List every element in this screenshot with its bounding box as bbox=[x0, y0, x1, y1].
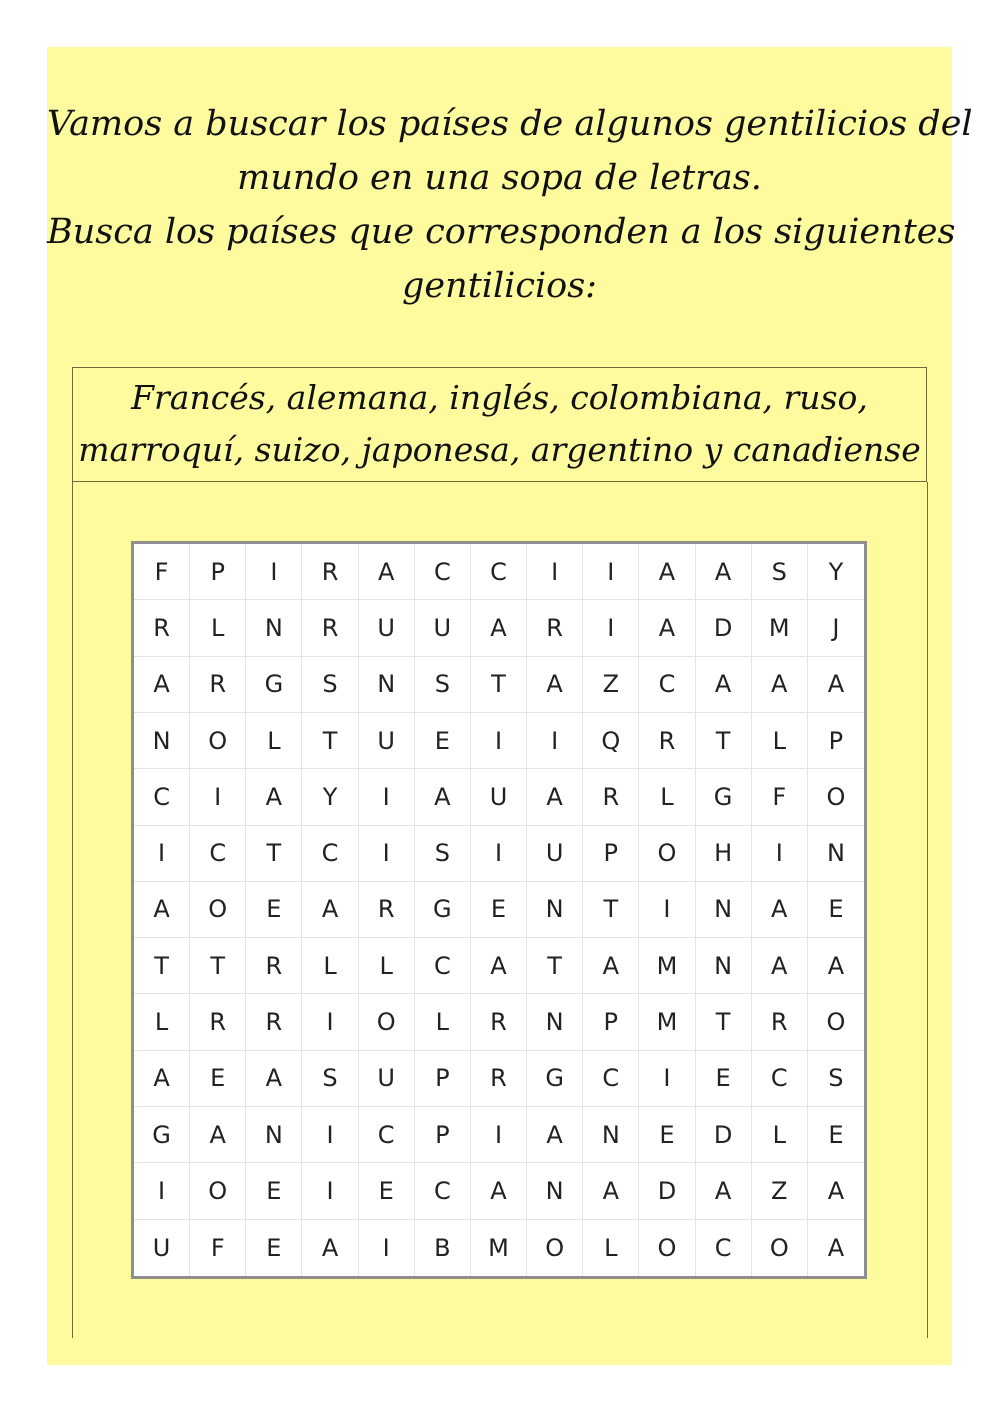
grid-cell[interactable]: S bbox=[752, 544, 808, 600]
grid-cell[interactable]: A bbox=[359, 544, 415, 600]
grid-cell[interactable]: A bbox=[302, 1220, 358, 1276]
grid-cell[interactable]: G bbox=[134, 1107, 190, 1163]
grid-cell[interactable]: O bbox=[359, 994, 415, 1050]
instructions-line-4: gentilicios: bbox=[402, 266, 597, 306]
grid-cell[interactable]: U bbox=[415, 600, 471, 656]
grid-cell[interactable]: U bbox=[359, 1051, 415, 1107]
grid-cell[interactable]: R bbox=[359, 882, 415, 938]
grid-cell[interactable]: R bbox=[527, 600, 583, 656]
grid-cell[interactable]: E bbox=[471, 882, 527, 938]
grid-cell[interactable]: I bbox=[302, 1107, 358, 1163]
grid-cell[interactable]: A bbox=[415, 769, 471, 825]
instructions-line-3: Busca los países que corresponden a los siguientes bbox=[47, 212, 956, 252]
grid-cell[interactable]: Z bbox=[752, 1163, 808, 1219]
grid-cell[interactable]: F bbox=[752, 769, 808, 825]
grid-cell[interactable]: P bbox=[808, 713, 864, 769]
worksheet-page bbox=[47, 47, 973, 1365]
grid-cell[interactable]: E bbox=[190, 1051, 246, 1107]
instructions-line-2: mundo en una sopa de letras. bbox=[237, 158, 762, 198]
grid-cell[interactable]: A bbox=[696, 657, 752, 713]
grid-cell[interactable]: G bbox=[415, 882, 471, 938]
grid-cell[interactable]: I bbox=[190, 769, 246, 825]
grid-cell[interactable]: T bbox=[696, 713, 752, 769]
grid-cell[interactable]: U bbox=[359, 713, 415, 769]
grid-cell[interactable]: I bbox=[359, 1220, 415, 1276]
grid-cell[interactable]: I bbox=[752, 826, 808, 882]
grid-cell[interactable]: A bbox=[752, 938, 808, 994]
grid-cell[interactable]: U bbox=[471, 769, 527, 825]
grid-cell[interactable]: R bbox=[752, 994, 808, 1050]
grid-cell[interactable]: A bbox=[808, 938, 864, 994]
grid-cell[interactable]: N bbox=[359, 657, 415, 713]
grid-cell[interactable]: I bbox=[471, 826, 527, 882]
grid-cell[interactable]: O bbox=[639, 1220, 695, 1276]
grid-cell[interactable]: N bbox=[808, 826, 864, 882]
grid-cell[interactable]: L bbox=[583, 1220, 639, 1276]
grid-cell[interactable]: A bbox=[639, 544, 695, 600]
grid-cell[interactable]: R bbox=[471, 1051, 527, 1107]
grid-cell[interactable]: A bbox=[808, 657, 864, 713]
grid-cell[interactable]: E bbox=[415, 713, 471, 769]
grid-cell[interactable]: I bbox=[639, 882, 695, 938]
grid-cell[interactable]: C bbox=[696, 1220, 752, 1276]
grid-cell[interactable]: R bbox=[639, 713, 695, 769]
grid-cell[interactable]: L bbox=[359, 938, 415, 994]
grid-cell[interactable]: Y bbox=[808, 544, 864, 600]
instructions-line-1: Vamos a buscar los países de algunos gentilicios del bbox=[47, 104, 973, 144]
grid-cell[interactable]: J bbox=[808, 600, 864, 656]
grid-cell[interactable]: N bbox=[696, 938, 752, 994]
grid-cell[interactable]: A bbox=[752, 882, 808, 938]
grid-cell[interactable]: A bbox=[808, 1163, 864, 1219]
grid-cell[interactable]: E bbox=[639, 1107, 695, 1163]
grid-cell[interactable]: E bbox=[808, 1107, 864, 1163]
grid-cell[interactable]: T bbox=[190, 938, 246, 994]
grid-cell[interactable]: P bbox=[583, 826, 639, 882]
grid-cell[interactable]: S bbox=[302, 1051, 358, 1107]
grid-cell[interactable]: P bbox=[190, 544, 246, 600]
instructions-text bbox=[47, 97, 973, 313]
grid-cell[interactable]: C bbox=[134, 769, 190, 825]
grid-cell[interactable]: S bbox=[415, 826, 471, 882]
grid-cell[interactable]: N bbox=[696, 882, 752, 938]
grid-cell[interactable]: L bbox=[302, 938, 358, 994]
grid-cell[interactable]: O bbox=[808, 769, 864, 825]
grid-cell[interactable]: I bbox=[583, 544, 639, 600]
grid-cell[interactable]: C bbox=[752, 1051, 808, 1107]
grid-cell[interactable]: A bbox=[471, 600, 527, 656]
grid-cell[interactable]: N bbox=[246, 1107, 302, 1163]
grid-cell[interactable]: O bbox=[639, 826, 695, 882]
grid-cell[interactable]: P bbox=[415, 1107, 471, 1163]
grid-cell[interactable]: A bbox=[134, 657, 190, 713]
grid-cell[interactable]: P bbox=[583, 994, 639, 1050]
grid-cell[interactable]: C bbox=[359, 1107, 415, 1163]
grid-cell[interactable]: N bbox=[527, 994, 583, 1050]
grid-cell[interactable]: C bbox=[415, 938, 471, 994]
grid-cell[interactable]: P bbox=[415, 1051, 471, 1107]
grid-cell[interactable]: M bbox=[639, 994, 695, 1050]
grid-cell[interactable]: M bbox=[471, 1220, 527, 1276]
grid-cell[interactable]: D bbox=[696, 600, 752, 656]
grid-cell[interactable]: N bbox=[527, 882, 583, 938]
grid-cell[interactable]: E bbox=[246, 1220, 302, 1276]
grid-cell[interactable]: I bbox=[527, 713, 583, 769]
grid-cell[interactable]: E bbox=[246, 1163, 302, 1219]
grid-cell[interactable]: B bbox=[415, 1220, 471, 1276]
grid-cell[interactable]: T bbox=[471, 657, 527, 713]
grid-cell[interactable]: A bbox=[527, 769, 583, 825]
grid-cell[interactable]: O bbox=[808, 994, 864, 1050]
grid-cell[interactable]: I bbox=[583, 600, 639, 656]
grid-cell[interactable]: N bbox=[246, 600, 302, 656]
grid-cell[interactable]: L bbox=[246, 713, 302, 769]
grid-cell[interactable]: N bbox=[134, 713, 190, 769]
grid-cell[interactable]: I bbox=[639, 1051, 695, 1107]
grid-cell[interactable]: A bbox=[246, 1051, 302, 1107]
grid-cell[interactable]: C bbox=[471, 544, 527, 600]
grid-cell[interactable]: A bbox=[246, 769, 302, 825]
grid-cell[interactable]: A bbox=[471, 938, 527, 994]
grid-cell[interactable]: I bbox=[302, 1163, 358, 1219]
grid-cell[interactable]: T bbox=[134, 938, 190, 994]
word-search-grid bbox=[131, 541, 867, 1279]
grid-cell[interactable]: L bbox=[190, 600, 246, 656]
grid-cell[interactable]: D bbox=[639, 1163, 695, 1219]
grid-cell[interactable]: G bbox=[246, 657, 302, 713]
word-list-line-1: Francés, alemana, inglés, colombiana, ruso, bbox=[131, 378, 868, 417]
grid-cell[interactable]: I bbox=[134, 826, 190, 882]
grid-cell[interactable]: I bbox=[302, 994, 358, 1050]
grid-cell[interactable]: L bbox=[639, 769, 695, 825]
grid-cell[interactable]: C bbox=[583, 1051, 639, 1107]
grid-cell[interactable]: F bbox=[190, 1220, 246, 1276]
grid-cell[interactable]: T bbox=[583, 882, 639, 938]
grid-cell[interactable]: C bbox=[415, 1163, 471, 1219]
grid-cell[interactable]: L bbox=[752, 713, 808, 769]
frame-border-left bbox=[72, 482, 73, 1338]
grid-cell[interactable]: U bbox=[527, 826, 583, 882]
grid-cell[interactable]: S bbox=[302, 657, 358, 713]
grid-cell[interactable]: O bbox=[190, 1163, 246, 1219]
grid-cell[interactable]: M bbox=[639, 938, 695, 994]
grid-cell[interactable]: N bbox=[527, 1163, 583, 1219]
frame-border-right bbox=[927, 482, 928, 1338]
grid-cell[interactable]: R bbox=[302, 544, 358, 600]
grid-cell[interactable]: Z bbox=[583, 657, 639, 713]
grid-cell[interactable]: E bbox=[359, 1163, 415, 1219]
grid-cell[interactable]: I bbox=[359, 826, 415, 882]
grid-cell[interactable]: A bbox=[583, 938, 639, 994]
grid-cell[interactable]: A bbox=[827, 1233, 845, 1262]
grid-cell[interactable]: I bbox=[134, 1163, 190, 1219]
grid-cell[interactable]: F bbox=[134, 544, 190, 600]
grid-cell[interactable]: D bbox=[696, 1107, 752, 1163]
grid-cell[interactable]: S bbox=[415, 657, 471, 713]
grid-cell[interactable]: I bbox=[471, 713, 527, 769]
word-list-box bbox=[72, 367, 927, 482]
grid-cell[interactable]: R bbox=[246, 994, 302, 1050]
grid-cell[interactable]: E bbox=[808, 882, 864, 938]
grid-cell[interactable]: A bbox=[134, 1051, 190, 1107]
grid-cell[interactable]: A bbox=[471, 1163, 527, 1219]
grid-cell[interactable]: Y bbox=[302, 769, 358, 825]
grid-cell[interactable]: Q bbox=[583, 713, 639, 769]
grid-cell[interactable]: C bbox=[302, 826, 358, 882]
grid-cell[interactable]: R bbox=[302, 600, 358, 656]
grid-cell[interactable]: E bbox=[246, 882, 302, 938]
grid-cell[interactable]: U bbox=[359, 600, 415, 656]
grid-cell[interactable]: T bbox=[302, 713, 358, 769]
grid-cell[interactable]: G bbox=[696, 769, 752, 825]
grid-cell[interactable]: A bbox=[527, 1107, 583, 1163]
grid-cell[interactable]: A bbox=[302, 882, 358, 938]
word-list-line-2: marroquí, suizo, japonesa, argentino y canadiense bbox=[78, 430, 921, 469]
grid-cell[interactable]: A bbox=[134, 882, 190, 938]
grid-cell[interactable]: T bbox=[527, 938, 583, 994]
grid-cell[interactable]: I bbox=[246, 544, 302, 600]
grid-cell[interactable]: S bbox=[808, 1051, 864, 1107]
grid-cell[interactable]: A bbox=[583, 1163, 639, 1219]
grid-cell[interactable]: O bbox=[752, 1220, 808, 1276]
grid-cell[interactable]: C bbox=[190, 826, 246, 882]
grid-cell[interactable]: L bbox=[415, 994, 471, 1050]
grid-cell[interactable]: R bbox=[190, 657, 246, 713]
grid-cell[interactable]: E bbox=[696, 1051, 752, 1107]
grid-cell[interactable]: A bbox=[190, 1107, 246, 1163]
grid-cell[interactable]: G bbox=[527, 1051, 583, 1107]
grid-cell[interactable]: A bbox=[696, 544, 752, 600]
grid-cell[interactable]: H bbox=[696, 826, 752, 882]
grid-cell[interactable]: A bbox=[527, 657, 583, 713]
grid-cell[interactable]: C bbox=[639, 657, 695, 713]
grid-cell[interactable]: O bbox=[190, 713, 246, 769]
grid-cell[interactable]: R bbox=[583, 769, 639, 825]
grid-cell[interactable]: R bbox=[246, 938, 302, 994]
grid-cell[interactable]: T bbox=[696, 994, 752, 1050]
grid-cell[interactable]: R bbox=[190, 994, 246, 1050]
grid-cell[interactable]: L bbox=[752, 1107, 808, 1163]
grid-cell[interactable]: I bbox=[471, 1107, 527, 1163]
grid-cell[interactable]: A bbox=[752, 657, 808, 713]
grid-cell[interactable]: I bbox=[359, 769, 415, 825]
grid-cell[interactable]: C bbox=[415, 544, 471, 600]
grid-cell[interactable]: M bbox=[752, 600, 808, 656]
grid-cell[interactable]: I bbox=[527, 544, 583, 600]
grid-cell[interactable]: R bbox=[134, 600, 190, 656]
grid-cell[interactable]: U bbox=[134, 1220, 190, 1276]
grid-cell[interactable]: L bbox=[134, 994, 190, 1050]
grid-cell[interactable]: T bbox=[246, 826, 302, 882]
grid-cell[interactable]: N bbox=[583, 1107, 639, 1163]
grid-cell[interactable]: O bbox=[527, 1220, 583, 1276]
grid-cell[interactable]: O bbox=[190, 882, 246, 938]
grid-cell[interactable]: A bbox=[696, 1163, 752, 1219]
letter-grid bbox=[134, 544, 864, 1276]
grid-cell[interactable]: R bbox=[471, 994, 527, 1050]
grid-cell[interactable]: A bbox=[639, 600, 695, 656]
